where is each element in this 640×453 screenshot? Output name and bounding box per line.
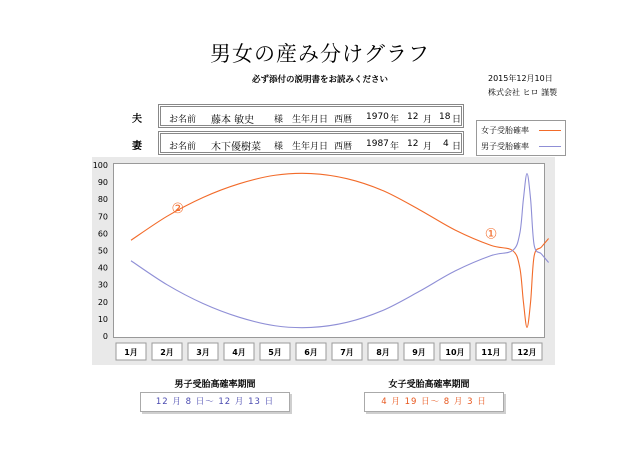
wife-name-label: お名前: [169, 142, 197, 152]
male-period-title: 男子受胎高確率期間: [174, 380, 256, 390]
y-tick-label: 20: [97, 297, 108, 307]
x-tick-label: 12月: [517, 348, 537, 357]
x-tick-label: 10月: [445, 348, 465, 357]
y-tick-label: 0: [102, 332, 108, 341]
husband-birth-year: 1970: [366, 112, 389, 122]
husband-month-unit: 月: [423, 115, 433, 125]
wife-honorific: 様: [274, 142, 284, 152]
husband-year-unit: 年: [390, 115, 400, 125]
issue-date: 2015年12月10日: [488, 74, 553, 83]
y-tick-label: 10: [97, 314, 108, 324]
y-tick-label: 70: [97, 212, 108, 222]
x-tick-label: 8月: [376, 348, 390, 357]
wife-year-unit: 年: [390, 142, 400, 152]
husband-birth-day: 18: [439, 112, 451, 122]
x-tick-label: 2月: [160, 348, 174, 357]
y-tick-label: 60: [97, 229, 108, 239]
legend-female-label: 女子受胎確率: [481, 126, 529, 135]
wife-day-unit: 日: [452, 142, 462, 152]
y-tick-label: 100: [92, 161, 108, 170]
husband-dob-label: 生年月日: [292, 115, 329, 125]
husband-honorific: 様: [274, 115, 284, 125]
x-tick-label: 6月: [304, 348, 318, 357]
company-name: 株式会社 ヒロ 謹製: [488, 88, 558, 97]
y-tick-label: 30: [97, 280, 108, 290]
chart-annotation: ②: [171, 200, 185, 217]
x-tick-label: 11月: [481, 348, 501, 357]
x-tick-label: 5月: [268, 348, 282, 357]
x-tick-label: 7月: [340, 348, 354, 357]
husband-name-label: お名前: [169, 115, 197, 125]
husband-birth-month: 12: [407, 112, 419, 122]
husband-name: 藤本 敏史: [211, 115, 255, 126]
y-tick-label: 50: [97, 246, 108, 256]
instruction-note: 必ず添付の説明書をお読みください: [251, 75, 388, 85]
y-tick-label: 80: [97, 195, 108, 205]
y-tick-label: 40: [97, 263, 108, 273]
x-tick-label: 4月: [232, 348, 246, 357]
male-period-box: 12 月 8 日～ 12 月 13 日: [140, 392, 290, 412]
wife-name: 木下優樹菜: [211, 142, 261, 153]
female-probability-line: [131, 173, 549, 327]
wife-birth-month: 12: [407, 139, 419, 149]
wife-month-unit: 月: [423, 142, 433, 152]
husband-day-unit: 日: [452, 115, 462, 125]
husband-role-label: 夫: [132, 114, 142, 125]
x-tick-label: 9月: [412, 348, 426, 357]
legend-male-label: 男子受胎確率: [481, 142, 529, 151]
wife-birth-year: 1987: [366, 139, 389, 149]
male-probability-line: [131, 174, 549, 328]
husband-era: 西暦: [334, 115, 353, 125]
wife-birth-day: 4: [443, 139, 449, 149]
wife-role-label: 妻: [132, 141, 142, 152]
female-period-box: 4 月 19 日～ 8 月 3 日: [364, 392, 504, 412]
wife-era: 西暦: [334, 142, 353, 152]
x-tick-label: 1月: [124, 348, 138, 357]
page-title: 男女の産み分けグラフ: [210, 42, 430, 66]
chart-annotation: ①: [484, 226, 498, 243]
female-period-title: 女子受胎高確率期間: [388, 380, 470, 390]
y-tick-label: 90: [97, 178, 108, 188]
wife-dob-label: 生年月日: [292, 142, 329, 152]
x-tick-label: 3月: [196, 348, 210, 357]
